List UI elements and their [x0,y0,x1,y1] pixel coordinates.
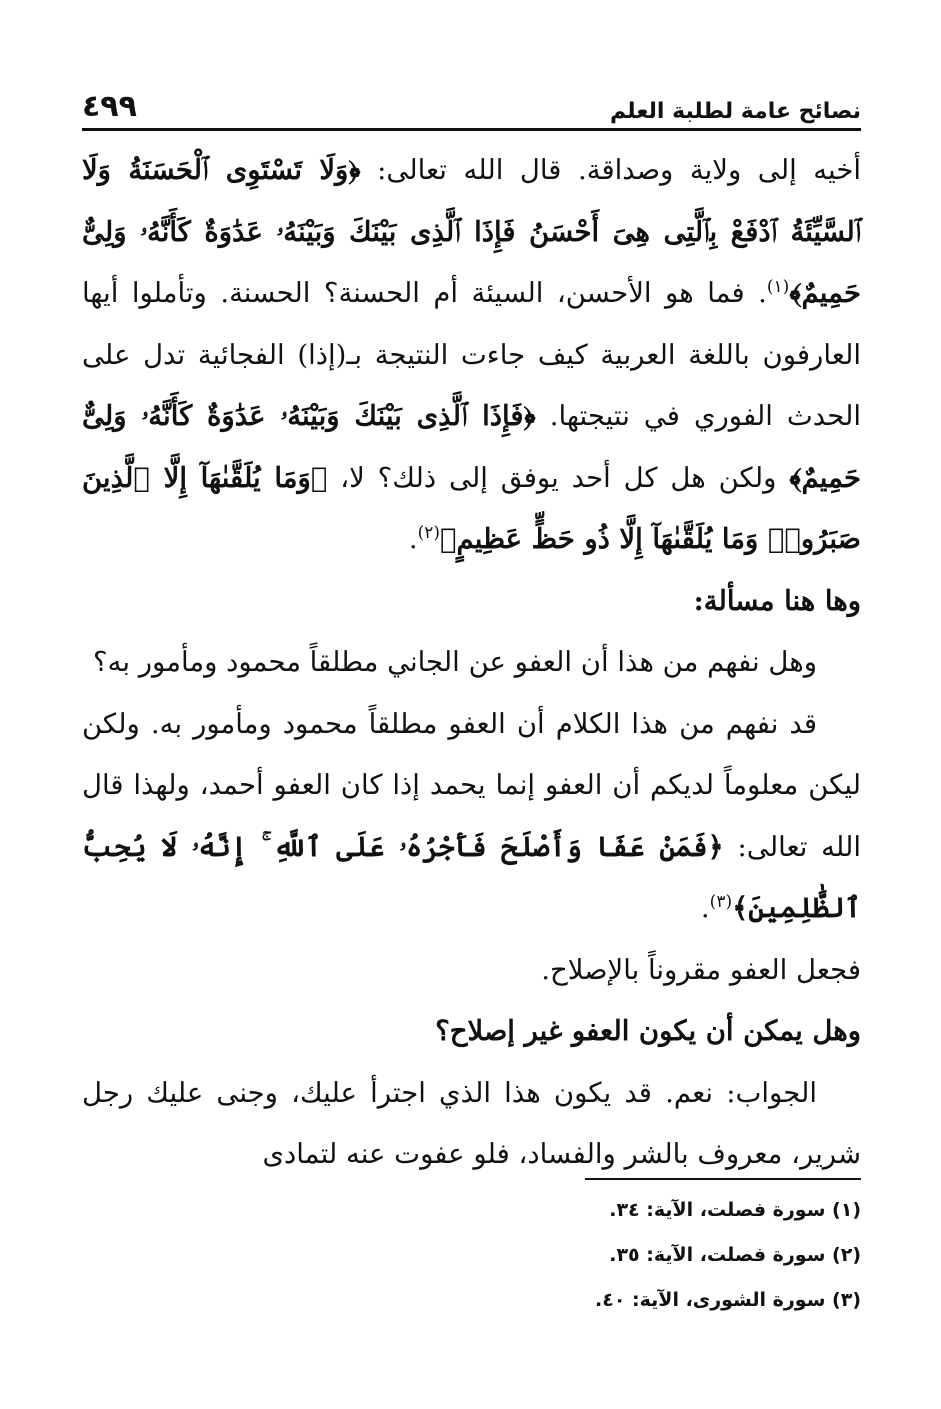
section-heading: وهل يمكن أن يكون العفو غير إصلاح؟ [435,1015,861,1047]
section-heading: وها هنا مسألة: [693,584,861,617]
page-number: ٤٩٩ [82,89,137,124]
page-body [82,140,861,1186]
footnote-ref: (٣) [709,891,733,912]
footnote-2: (٢) سورة فصلت، الآية: ٣٥. [609,1244,861,1266]
running-title: نصائح عامة لطلبة العلم [610,99,861,124]
text-run: ولكن هل كل أحد يوفق إلى ذلك؟ لا، [327,461,790,494]
footnote-1: (١) سورة فصلت، الآية: ٣٤. [609,1199,861,1221]
text-run: أخيه إلى ولاية وصداقة. قال الله تعالى: [360,154,861,186]
footnote-ref: (١) [766,276,790,297]
page-header [82,82,861,131]
footnotes [82,1188,861,1323]
footnote-divider [585,1178,861,1180]
quran-verse: ﴿فَمَنْ عَفَا وَأَصْلَحَ فَأَجْرُهُۥ عَلَى ٱللَّهِ ۚ إِنَّهُۥ لَا يُحِبُّ ٱلظَّٰلِمِينَ﴾ [82,830,861,924]
footnote-3: (٣) سورة الشورى، الآية: ٤٠. [595,1289,861,1311]
footnote-ref: (٢) [417,522,440,543]
text-run: . فما هو الأحسن، السيئة أم الحسنة؟ الحسنة. وتأملوا أيها العارفون باللغة العربية كيف جاءت النتيجة بـ(إذا) الفجائية تدل على الحدث الفوري في نتيجتها. [82,277,862,432]
paragraph-1 [82,140,861,571]
quran-verse: ﴿وَلَا تَسْتَوِى ٱلْحَسَنَةُ وَلَا ٱلسَّيِّئَةُ ٱدْفَعْ بِٱلَّتِى هِىَ أَحْسَنُ فَإِذَا ٱلَّذِى بَيْنَكَ وَبَيْنَهُۥ عَدَٰوَةٌ كَأَنَّهُۥ وَلِىٌّ حَمِيمٌ﴾ [82,154,861,309]
paragraph-4: فجعل العفو مقروناً بالإصلاح. [541,953,861,986]
text-run: قد نفهم من هذا الكلام أن العفو مطلقاً محمود ومأمور به. ولكن ليكن معلوماً لديكم أن العفو إنما يحمد إذا كان العفو أحمد، ولهذا قال الله تعالى: [82,707,862,863]
paragraph-2: وهل نفهم من هذا أن العفو عن الجاني مطلقاً محمود ومأمور به؟ [93,646,817,678]
quran-verse: ﴿فَإِذَا ٱلَّذِى بَيْنَكَ وَبَيْنَهُۥ عَدَٰوَةٌ كَأَنَّهُۥ وَلِىٌّ حَمِيمٌ﴾ [82,400,861,494]
quran-verse: ﴿وَمَا يُلَقَّىٰهَآ إِلَّا ٱلَّذِينَ صَبَرُوا۟ وَمَا يُلَقَّىٰهَآ إِلَّا ذُو حَظٍّ عَظِيمٍ﴾ [82,461,861,555]
paragraph-5: الجواب: نعم. قد يكون هذا الذي اجترأ عليك، وجنى عليك رجل شرير، معروف بالشر والفساد، فلو عفوت عنه لتمادى [82,1076,861,1170]
text-run: . [700,892,710,924]
paragraph-3 [82,694,861,940]
text-run: . [408,523,418,555]
